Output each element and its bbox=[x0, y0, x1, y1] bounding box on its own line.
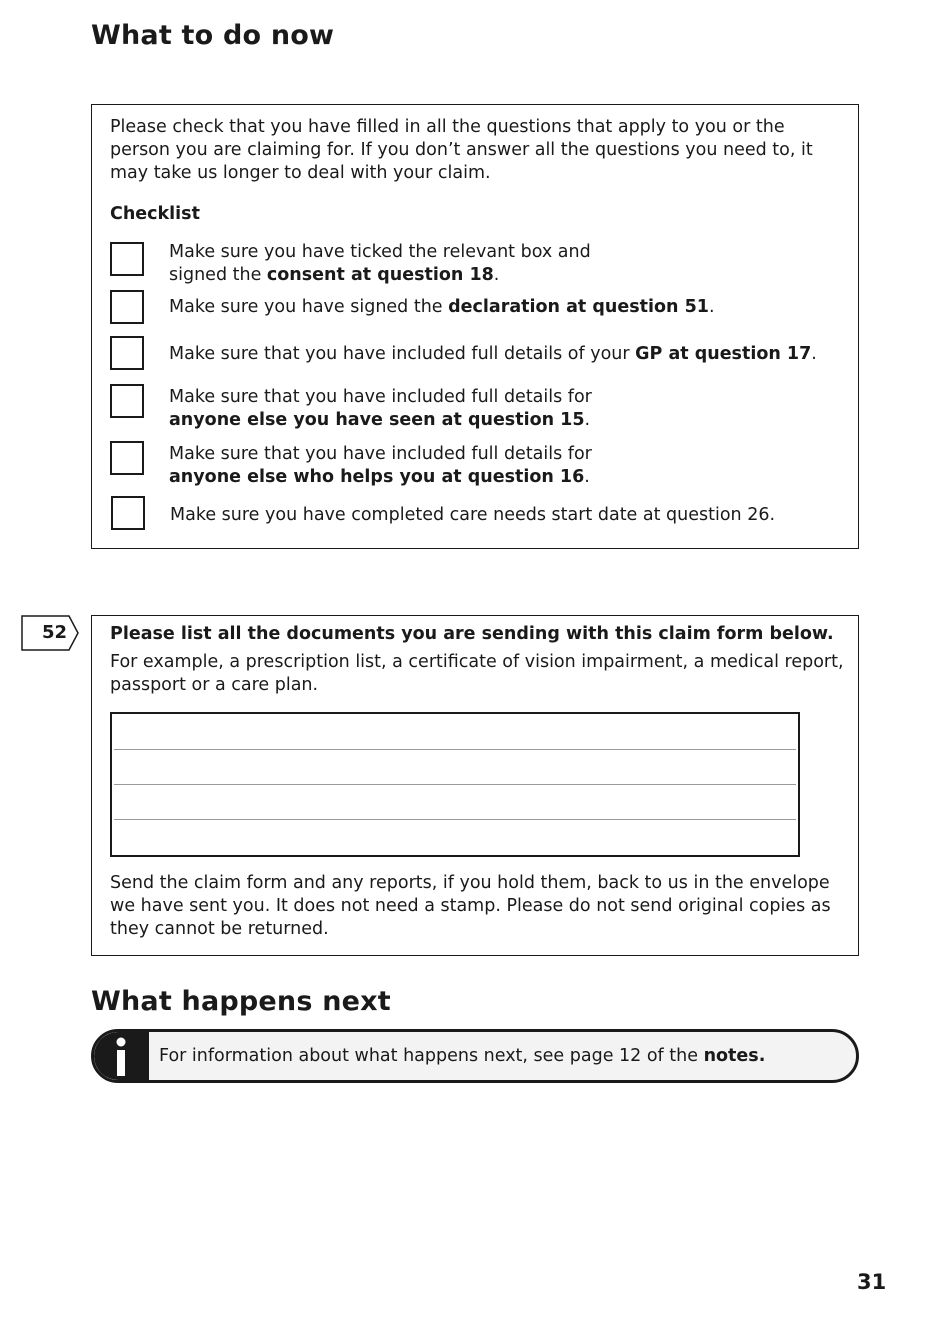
checklist-panel bbox=[91, 104, 859, 549]
info-icon bbox=[94, 1032, 149, 1080]
writing-line bbox=[114, 819, 796, 820]
checklist-checkbox-seen[interactable] bbox=[110, 384, 144, 418]
page-number: 31 bbox=[857, 1270, 887, 1294]
question-number: 52 bbox=[41, 622, 67, 643]
info-callout bbox=[91, 1029, 859, 1083]
info-callout-text: For information about what happens next, see page 12 of the notes. bbox=[159, 1046, 766, 1066]
checklist-item-consent: Make sure you have ticked the relevant box and signed the consent at question 18. bbox=[169, 242, 591, 285]
checklist-item-care-needs: Make sure you have completed care needs start date at question 26. bbox=[170, 505, 776, 525]
checklist-heading: Checklist bbox=[110, 204, 200, 224]
checklist-item-seen: Make sure that you have included full details for anyone else you have seen at question 15. bbox=[169, 387, 592, 430]
checklist-item-gp: Make sure that you have included full details of your GP at question 17. bbox=[169, 344, 817, 364]
checklist-checkbox-declaration[interactable] bbox=[110, 290, 144, 324]
question-52-example: For example, a prescription list, a certificate of vision impairment, a medical report, passport or a care plan. bbox=[110, 652, 844, 695]
writing-line bbox=[114, 749, 796, 750]
documents-list-field[interactable] bbox=[110, 712, 800, 857]
checklist-item-text: Make sure you have ticked the relevant box and bbox=[169, 242, 591, 262]
checklist-checkbox-consent[interactable] bbox=[110, 242, 144, 276]
question-52-panel bbox=[91, 615, 859, 956]
section-title-what-happens-next: What happens next bbox=[91, 986, 391, 1017]
writing-line bbox=[114, 784, 796, 785]
checklist-item-helps: Make sure that you have included full details for anyone else who helps you at question 16. bbox=[169, 444, 592, 487]
question-number-tab bbox=[21, 615, 77, 651]
notes-reference: notes. bbox=[703, 1046, 766, 1066]
question-52-heading: Please list all the documents you are sending with this claim form below. bbox=[110, 624, 834, 644]
checklist-checkbox-gp[interactable] bbox=[110, 336, 144, 370]
checklist-checkbox-care-needs[interactable] bbox=[111, 496, 145, 530]
checklist-intro: Please check that you have filled in all the questions that apply to you or the person you are claiming for. If you don’t answer all the questions you need to, it may take us longer to deal with your claim. bbox=[110, 117, 813, 183]
page-title: What to do now bbox=[91, 20, 335, 51]
checklist-item-declaration: Make sure you have signed the declaration at question 51. bbox=[169, 297, 715, 317]
checklist-checkbox-helps[interactable] bbox=[110, 441, 144, 475]
send-instructions: Send the claim form and any reports, if you hold them, back to us in the envelope we have sent you. It does not need a stamp. Please do not send original copies as they cannot be returned. bbox=[110, 873, 831, 939]
